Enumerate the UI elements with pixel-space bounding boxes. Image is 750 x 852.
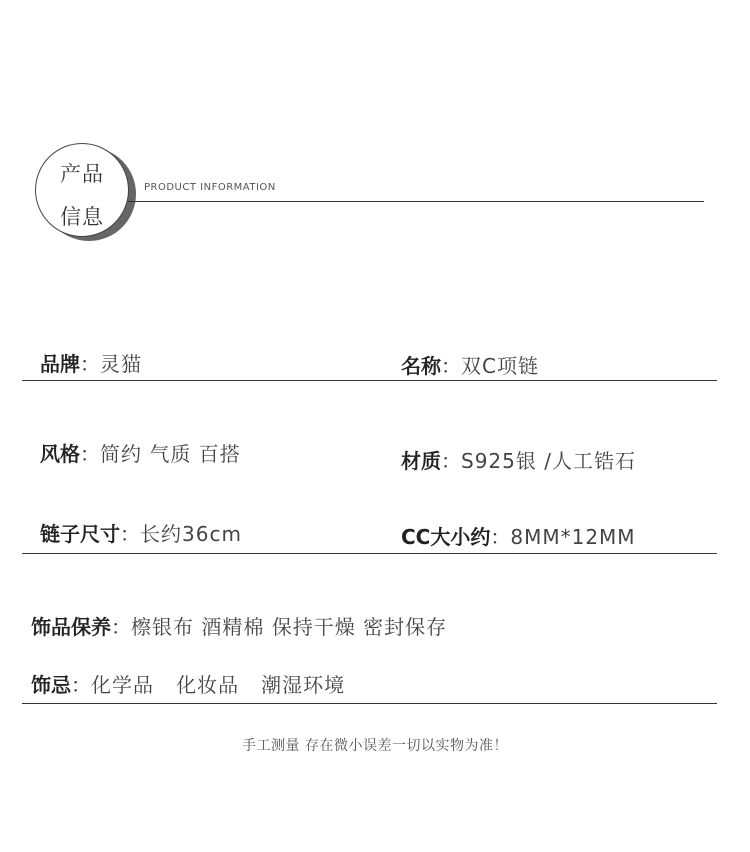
badge-line-2: 信息 <box>60 205 104 229</box>
style-value: 简约 气质 百搭 <box>100 442 241 466</box>
chain-label: 链子尺寸 <box>40 522 120 546</box>
footer-note: 手工测量 存在微小误差一切以实物为准！ <box>242 738 508 754</box>
cc-label: CC大小约 <box>401 525 491 549</box>
badge-line-1: 产品 <box>60 162 104 186</box>
divider-1 <box>22 380 717 381</box>
section-subtitle: PRODUCT INFORMATION <box>144 182 276 193</box>
brand-label: 品牌 <box>40 352 80 376</box>
header-divider <box>128 201 704 202</box>
care-value: 檫银布 酒精棉 保持干燥 密封保存 <box>131 615 448 639</box>
care-label: 饰品保养 <box>31 615 111 639</box>
avoid-value: 化学品 化妆品 潮湿环境 <box>91 673 346 697</box>
divider-2 <box>22 553 717 554</box>
care-row: 饰品保养：檫银布 酒精棉 保持干燥 密封保存 <box>31 615 448 639</box>
cc-row: CC大小约：8MM*12MM <box>401 525 636 549</box>
section-badge <box>35 143 129 237</box>
style-label: 风格 <box>40 442 80 466</box>
material-row: 材质：S925银 /人工锆石 <box>401 449 636 473</box>
name-label: 名称 <box>401 354 441 378</box>
chain-value: 长约36cm <box>140 522 242 546</box>
cc-value: 8MM*12MM <box>510 525 636 549</box>
brand-value: 灵猫 <box>100 352 142 376</box>
style-row: 风格：简约 气质 百搭 <box>40 442 241 466</box>
divider-3 <box>22 703 717 704</box>
avoid-label: 饰忌 <box>31 673 71 697</box>
name-value: 双C项链 <box>461 354 539 378</box>
name-row: 名称：双C项链 <box>401 354 539 378</box>
material-value: S925银 /人工锆石 <box>461 449 636 473</box>
material-label: 材质 <box>401 449 441 473</box>
brand-row: 品牌：灵猫 <box>40 352 142 376</box>
avoid-row: 饰忌：化学品 化妆品 潮湿环境 <box>31 673 346 697</box>
chain-row: 链子尺寸：长约36cm <box>40 522 242 546</box>
